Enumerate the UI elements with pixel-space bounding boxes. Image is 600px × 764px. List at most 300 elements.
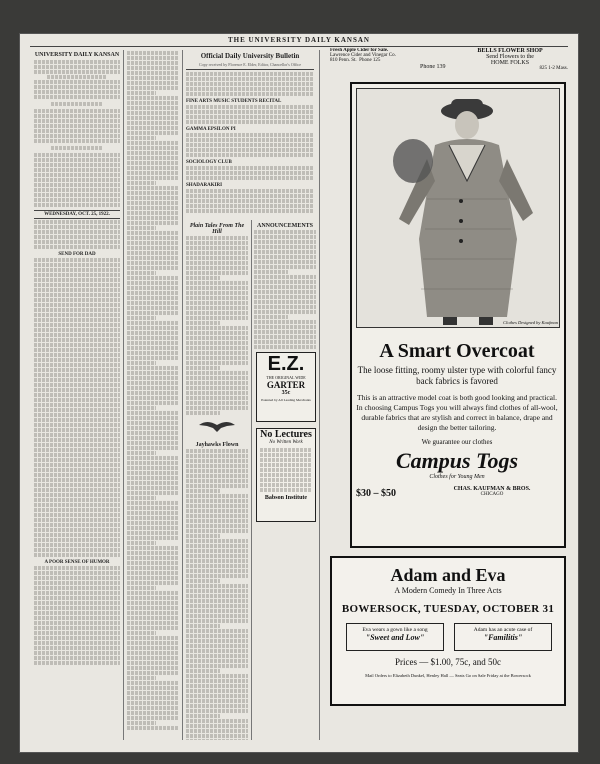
text-line [127, 586, 156, 590]
text-line [186, 479, 248, 483]
text-line [127, 156, 179, 160]
play-subtitle: A Modern Comedy In Three Acts [394, 586, 502, 595]
cider-ad [330, 48, 418, 78]
text-line [127, 341, 179, 345]
text-line [186, 261, 248, 265]
bulletin-item-4: SHADARAKIRI [186, 183, 223, 188]
text-line [254, 300, 316, 304]
text-line [127, 551, 179, 555]
text-line [127, 721, 156, 725]
text-line [186, 459, 248, 463]
text-line [186, 624, 220, 628]
overcoat-subheadline: The loose fitting, roomy ulster type with colorful fancy back fabrics is favored [357, 365, 557, 386]
text-line [186, 376, 248, 380]
text-line [127, 316, 156, 320]
text-line [127, 461, 179, 465]
text-line [127, 391, 179, 395]
text-line [186, 724, 248, 728]
text-line [186, 719, 248, 723]
text-line [127, 716, 179, 720]
text-line [127, 336, 179, 340]
text-line [127, 106, 179, 110]
text-line [127, 416, 179, 420]
text-line [127, 531, 179, 535]
text-line [127, 726, 179, 730]
maker-name: CHAS. KAUFMAN & BROS. [453, 486, 531, 492]
play-mail-orders: Mail Orders to Elizabeth Dunkel, Henley Hall — Seats Go on Sale Friday at the Bowersock [365, 673, 531, 678]
text-line [127, 476, 179, 480]
text-line [186, 654, 248, 658]
text-line [186, 629, 248, 633]
text-line [127, 671, 179, 675]
text-line [127, 611, 179, 615]
text-line [186, 649, 248, 653]
text-line [186, 534, 220, 538]
text-line [254, 320, 316, 324]
bulletin-item-2: GAMMA EPSILON PI [186, 127, 236, 132]
text-line [186, 489, 220, 493]
text-line [186, 549, 248, 553]
garter-brand: E.Z. [267, 353, 305, 375]
text-line [127, 376, 179, 380]
song-left-line1: Eva wears a gown like a song [362, 627, 428, 633]
flower-shop-line1: Send Flowers to the [486, 54, 534, 60]
text-line [127, 141, 179, 145]
masthead: THE UNIVERSITY DAILY KANSAN [228, 36, 370, 44]
text-line [254, 345, 316, 349]
text-line [186, 494, 248, 498]
text-line [127, 226, 156, 230]
text-line [127, 711, 179, 715]
plain-tales-column [186, 220, 248, 740]
song-box-right [454, 623, 552, 651]
text-line [186, 391, 248, 395]
plain-tales-title: Plain Tales From The Hill [189, 223, 245, 235]
text-line [186, 266, 248, 270]
text-line [127, 101, 179, 105]
text-line [127, 606, 179, 610]
text-line [186, 361, 248, 365]
text-line [127, 151, 179, 155]
text-line [127, 566, 179, 570]
text-line [127, 161, 179, 165]
cider-line1: Fresh Apple Cider for Sale. [330, 48, 389, 53]
text-line [254, 295, 316, 299]
garter-ad [256, 352, 316, 422]
text-line [127, 361, 156, 365]
text-line [186, 326, 248, 330]
text-line [127, 301, 179, 305]
text-line [127, 441, 179, 445]
text-line [127, 171, 179, 175]
text-line [186, 474, 248, 478]
text-line [186, 729, 248, 733]
text-line [127, 631, 156, 635]
text-line [127, 326, 179, 330]
song-right-line2: "Familitis" [483, 633, 523, 642]
text-line [254, 305, 316, 309]
text-line [127, 481, 179, 485]
text-line [186, 604, 248, 608]
babson-ad [256, 428, 316, 522]
text-line [127, 181, 156, 185]
text-line [127, 296, 179, 300]
text-line [186, 356, 248, 360]
text-line [127, 571, 179, 575]
text-line [127, 486, 179, 490]
text-line [186, 484, 248, 488]
text-line [127, 231, 179, 235]
column-rule [123, 50, 124, 740]
text-line [127, 216, 179, 220]
text-line [127, 676, 156, 680]
text-line [186, 499, 248, 503]
text-line [127, 186, 179, 190]
paper-name: UNIVERSITY DAILY KANSAN [34, 52, 120, 58]
text-line [186, 734, 248, 738]
text-line [186, 381, 248, 385]
text-line [186, 554, 248, 558]
text-line [186, 619, 248, 623]
text-line [127, 241, 179, 245]
text-line [186, 449, 248, 453]
text-line [186, 524, 248, 528]
text-line [186, 574, 248, 578]
babson-subtitle: No Written Work [269, 440, 303, 445]
text-line [186, 699, 248, 703]
text-line [186, 639, 248, 643]
text-line [127, 401, 179, 405]
garter-price: 35c [281, 390, 291, 396]
text-line [127, 116, 179, 120]
text-line [127, 131, 179, 135]
editorial-heading-2: A POOR SENSE OF HUMOR [44, 560, 110, 565]
garter-footer: Patented by All Leading Merchants [261, 398, 311, 402]
bulletin-item-3: SOCIOLOGY CLUB [186, 160, 232, 165]
text-line [186, 306, 248, 310]
text-line [127, 306, 179, 310]
column-rule [182, 50, 183, 740]
text-line [127, 196, 179, 200]
text-line [127, 516, 179, 520]
text-line [127, 356, 179, 360]
text-line [127, 661, 179, 665]
text-line [127, 426, 179, 430]
text-line [186, 599, 248, 603]
text-line [186, 291, 248, 295]
text-line [186, 684, 248, 688]
text-line [186, 714, 220, 718]
text-line [254, 330, 316, 334]
column-rule [319, 50, 320, 740]
text-line [254, 235, 316, 239]
text-line [127, 581, 179, 585]
text-line [127, 66, 179, 70]
text-line [127, 701, 179, 705]
text-line [254, 240, 316, 244]
text-line [186, 286, 248, 290]
text-line [254, 310, 316, 314]
text-line [127, 266, 179, 270]
campus-togs-sub: Clothes for Young Men [429, 474, 485, 480]
text-line [127, 221, 179, 225]
phone-box-text: Phone 139 [420, 64, 446, 70]
text-line [186, 584, 248, 588]
babson-title: No Lectures [260, 429, 312, 440]
text-line [127, 386, 179, 390]
price-range: $30 – $50 [356, 488, 396, 499]
text-line [127, 146, 179, 150]
text-line [127, 126, 179, 130]
text-line [127, 276, 179, 280]
bulletin-item-1: FINE ARTS MUSIC STUDENTS RECITAL [186, 99, 282, 104]
text-line [186, 539, 248, 543]
feature-column [127, 50, 179, 740]
text-line [127, 526, 179, 530]
text-line [127, 616, 179, 620]
text-line [127, 311, 179, 315]
text-line [127, 251, 179, 255]
text-line [186, 709, 248, 713]
text-line [127, 536, 179, 540]
text-line [127, 76, 179, 80]
jayhawks-flown-title: Jayhawks Flown [195, 442, 239, 448]
text-line [127, 56, 179, 60]
text-line [127, 411, 179, 415]
text-line [186, 674, 248, 678]
text-line [127, 596, 179, 600]
text-line [127, 646, 179, 650]
text-line [186, 236, 248, 240]
text-line [127, 546, 179, 550]
text-line [186, 569, 248, 573]
text-line [186, 331, 248, 335]
text-line [186, 454, 248, 458]
text-line [186, 281, 248, 285]
text-line [127, 556, 179, 560]
text-line [186, 256, 248, 260]
text-line [127, 501, 179, 505]
play-venue-date: BOWERSOCK, TUESDAY, OCTOBER 31 [341, 603, 555, 615]
illustration-caption: Clothes Designed by Kaufman [503, 320, 558, 325]
text-line [186, 544, 248, 548]
text-line [186, 271, 248, 275]
cider-line2: Lawrence Cider and Vinegar Co. [330, 53, 396, 58]
editorial-heading-1: SEND FOR DAD [58, 252, 96, 257]
text-line [186, 351, 248, 355]
text-line [127, 286, 179, 290]
adam-eva-ad [330, 556, 566, 706]
text-line [127, 246, 179, 250]
text-line [127, 281, 179, 285]
song-left-line2: "Sweet and Low" [365, 633, 425, 642]
bulletin-title: Official Daily University Bulletin [200, 52, 300, 60]
text-line [127, 331, 179, 335]
text-line [127, 111, 179, 115]
text-line [127, 86, 179, 90]
text-line [127, 71, 179, 75]
text-line [186, 529, 248, 533]
text-line [127, 271, 156, 275]
text-line [127, 521, 179, 525]
text-line [127, 446, 179, 450]
play-title: Adam and Eva [390, 565, 506, 585]
text-line [127, 466, 179, 470]
text-line [127, 601, 179, 605]
text-line [186, 634, 248, 638]
text-line [127, 436, 179, 440]
overcoat-guarantee: We guarantee our clothes [421, 438, 493, 446]
text-line [127, 491, 179, 495]
column-rule [251, 220, 252, 740]
phone-box [420, 64, 450, 74]
text-line [127, 686, 179, 690]
text-line [254, 280, 316, 284]
text-line [127, 51, 179, 55]
text-line [127, 696, 179, 700]
text-line [127, 511, 179, 515]
text-line [254, 260, 316, 264]
text-line [186, 664, 248, 668]
text-line [127, 321, 179, 325]
text-line [127, 256, 179, 260]
text-line [127, 651, 179, 655]
text-line [127, 626, 179, 630]
text-line [186, 579, 220, 583]
text-line [186, 704, 248, 708]
text-line [254, 290, 316, 294]
text-line [186, 659, 248, 663]
text-line [186, 644, 248, 648]
babson-footer: Babson Institute [264, 495, 308, 501]
text-line [127, 81, 179, 85]
maker-city: CHICAGO [480, 492, 504, 497]
text-line [127, 681, 179, 685]
text-line [127, 421, 179, 425]
text-line [254, 315, 288, 319]
text-line [186, 464, 248, 468]
text-line [186, 669, 220, 673]
flower-shop-address: 825 1-2 Mass. [539, 66, 568, 71]
text-line [254, 265, 316, 269]
text-line [127, 191, 179, 195]
overcoat-body: This is an attractive model coat is both good looking and practical. In choosing Campus Togs you will always find clothes of all-wool, durable fabrics that are stylish and correct in balance, drape and design the better tailoring. [356, 393, 558, 432]
text-line [127, 381, 179, 385]
text-line [127, 121, 179, 125]
text-line [127, 691, 179, 695]
text-line [127, 451, 156, 455]
text-line [186, 509, 248, 513]
text-line [186, 321, 220, 325]
text-line [186, 609, 248, 613]
text-line [186, 396, 248, 400]
text-line [127, 706, 179, 710]
text-line [127, 211, 179, 215]
date-line: WEDNESDAY, OCT. 25, 1922. [34, 210, 120, 219]
editorial-column [34, 50, 120, 740]
text-line [186, 346, 248, 350]
text-line [127, 236, 179, 240]
text-line [127, 61, 179, 65]
text-line [127, 406, 156, 410]
text-line [186, 411, 220, 415]
text-line [254, 335, 316, 339]
text-line [127, 641, 179, 645]
text-line [186, 406, 248, 410]
text-line [127, 136, 156, 140]
song-right-line1: Adam has an acute case of [473, 627, 533, 633]
text-line [186, 469, 248, 473]
text-line [186, 336, 248, 340]
flower-shop-ad [452, 48, 568, 78]
text-line [186, 386, 248, 390]
text-line [186, 401, 248, 405]
text-line [127, 541, 156, 545]
text-line [186, 276, 220, 280]
text-line [127, 456, 179, 460]
text-line [186, 519, 248, 523]
text-line [254, 245, 316, 249]
text-line [127, 561, 179, 565]
text-line [186, 301, 248, 305]
text-line [127, 346, 179, 350]
text-line [186, 366, 220, 370]
text-line [127, 261, 179, 265]
text-line [127, 176, 179, 180]
cider-phone: Phone 125 [359, 58, 381, 63]
text-line [127, 666, 179, 670]
text-line [127, 166, 179, 170]
text-line [186, 504, 248, 508]
text-line [186, 241, 248, 245]
text-line [127, 576, 179, 580]
text-line [254, 275, 316, 279]
flower-shop-line2: HOME FOLKS [490, 60, 530, 66]
masthead-rule [30, 46, 568, 47]
text-line [254, 250, 316, 254]
text-line [127, 431, 179, 435]
text-line [186, 296, 248, 300]
text-line [127, 206, 179, 210]
cider-line3: 810 Penn. St. [330, 58, 357, 63]
text-line [127, 636, 179, 640]
text-line [254, 230, 316, 234]
text-line [127, 371, 179, 375]
campus-togs-brand: Campus Togs [395, 448, 519, 473]
text-line [186, 341, 248, 345]
text-line [186, 589, 248, 593]
text-line [127, 96, 179, 100]
text-line [186, 514, 248, 518]
text-line [127, 506, 179, 510]
text-line [127, 351, 179, 355]
text-line [186, 246, 248, 250]
text-line [254, 325, 316, 329]
text-line [127, 621, 179, 625]
garter-line2: GARTER [266, 380, 306, 390]
text-line [186, 739, 248, 740]
text-line [127, 656, 179, 660]
text-line [127, 591, 179, 595]
song-box-left [346, 623, 444, 651]
text-line [186, 694, 248, 698]
text-line [186, 251, 248, 255]
text-line [127, 366, 179, 370]
announcements-title: ANNOUNCEMENTS [256, 223, 313, 229]
text-line [254, 285, 316, 289]
bulletin-subtitle: Copy received by Florence E. Elder, Editor, Chancellor's Office [199, 62, 301, 67]
text-line [127, 496, 156, 500]
